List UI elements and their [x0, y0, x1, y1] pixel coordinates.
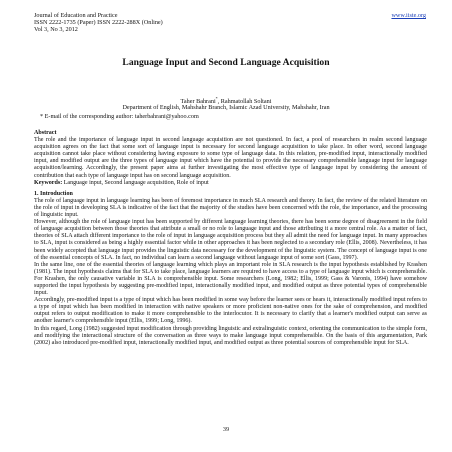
- journal-header: [34, 12, 426, 34]
- keywords-line: [34, 180, 427, 187]
- journal-url-link[interactable]: www.iiste.org: [391, 12, 426, 19]
- abstract-text: The role and the importance of language input in second language acquisition are not questioned. In fact, a pool of researchers in realm second language acquisition agrees on the fact that some sort of language input is necessary for second language acquisition to take place. In other word, second language acquisition cannot take place without considering having exposure to some type of language data. In this relation, pre-modified input, interactionally modified input, and modified output are the three types of language input which have the potential to provide the necessary comprehensible language input for language acquisition/learning. Accordingly, the present paper aims at further investigating the most effective type of language input by considering the amount of contribution that each type of language input has on second language acquisition.: [34, 137, 427, 179]
- paper-title: Language Input and Second Language Acquisition: [122, 57, 330, 68]
- introduction-heading: 1. Introduction: [34, 190, 73, 197]
- intro-paragraph: In the same line, one of the essential theories of language learning which plays an important role in SLA research is the input hypothesis established by Krashen (1981). The input hypothesis claims that for SLA to take place, language learners are required to have access to a type of language input which is comprehensible. For Krashen, the only causative variable in SLA is comprehensible input. Some researchers (Long, 1982; Ellis, 1999; Gass & Varonis, 1994) have somehow supported the input hypothesis by suggesting pre-modified input, interactionally modified input, and modified output as three potential types of comprehensible input.: [34, 261, 427, 297]
- abstract-heading: Abstract: [34, 130, 57, 136]
- keywords-label: Keywords:: [34, 179, 63, 186]
- author-name-first: Taher Bahrani: [180, 98, 216, 106]
- author-name-rest: , Rahmatollah Soltani: [217, 98, 272, 106]
- intro-paragraph: Accordingly, pre-modified input is a type of input which has been modified in some way before the learner sees or hears it, interactionally modified input refers to a type of input which has been modified in interaction with native speakers or more proficient non-native ones for the sake of comprehension, and modified output refers to output modification to make it more comprehensible to the interlocutor. It is necessary to clarify that a learner's modified output can serve as another learner's comprehensible input (Ellis, 1999; Long, 1996).: [34, 297, 427, 325]
- author-affiliation: Department of English, Mahshahr Branch, Islamic Azad University, Mahshahr, Iran: [122, 104, 330, 111]
- keywords-text: Language input, Second language acquisition, Role of input: [62, 179, 209, 186]
- page-number: 39: [222, 426, 230, 433]
- corresponding-marker: *: [215, 96, 218, 101]
- journal-issn: ISSN 2222-1735 (Paper) ISSN 2222-288X (Online): [34, 19, 163, 27]
- intro-paragraph: The role of language input in language learning has been of foremost importance in much SLA research and theory. In fact, the review of the related literature on the role of input in developing SLA is indicative of the fact that the majority of the studies have been concerned with the role, the importance, and the processing of linguistic input.: [34, 197, 427, 219]
- corresponding-email: * E-mail of the corresponding author: taherbahrani@yahoo.com: [40, 113, 199, 120]
- journal-volume: Vol 3, No 3, 2012: [34, 26, 78, 34]
- intro-paragraph: However, although the role of language input has been supported by different language learning theories, there has been some degree of disagreement in the field of language acquisition between those theories that attribute a small or no role to language input and those attributing it a more central role. As a matter of fact, theories of SLA attach different importance to the role of input in language acquisition process but they all admit the need for language input. In many approaches to SLA, input is considered as being a highly essential factor while in other approaches it has been neglected to a secondary role (Ellis, 2008). Nevertheless, it has been widely accepted that language input provides the linguistic data necessary for the development of the linguistic system. The concept of language input is one of the essential concepts of SLA. In fact, no individual can learn a second language without language input of some sort (Gass, 1997).: [34, 219, 427, 261]
- paper-body: [34, 130, 427, 347]
- journal-name: Journal of Education and Practice: [34, 12, 118, 19]
- intro-paragraph: In this regard, Long (1982) suggested input modification through providing linguistic and extralinguistic context, orienting the communication to the simple form, and modifying the interactional structure of the conversation as three ways to make language input comprehensible. On the basis of this argumentation, Park (2002) also introduced pre-modified input, interactionally modified input, and modified output as three potential sources of comprehensible input for SLA.: [34, 325, 427, 346]
